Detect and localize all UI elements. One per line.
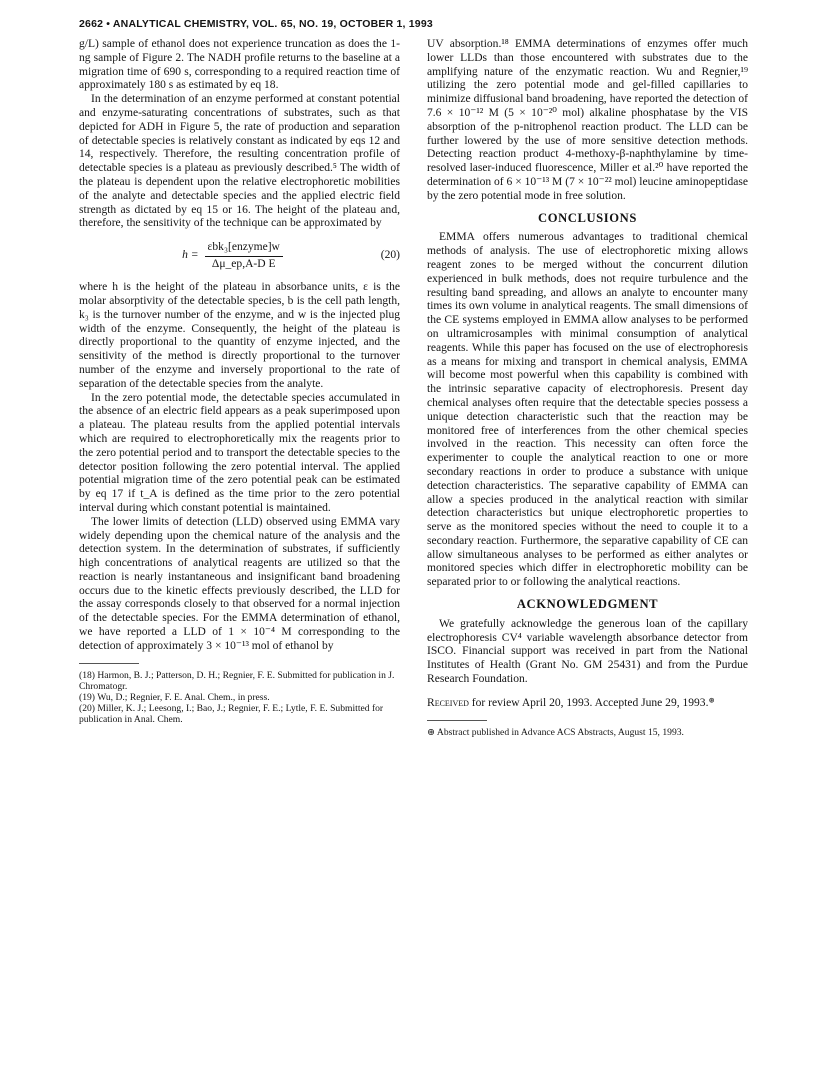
paragraph: where h is the height of the plateau in absorbance units, ε is the molar absorptivity of the detectable species, b is the cell path length, k₃ is the turnover number of the enzyme, and w is the injected plug width of the enzyme. Consequently, the height of the plateau is directly proportional to the quantity of enzyme injected, and the sensitivity of the method is directly proportional to the turnover number of the enzyme and inversely proportional to the rate of separation of the detectable species from the analyte. — [79, 281, 400, 390]
footnote: (18) Harmon, B. J.; Patterson, D. H.; Regnier, F. E. Submitted for publication in J. Chromatogr. — [79, 669, 395, 692]
paragraph: In the zero potential mode, the detectable species accumulated in the absence of an electric field appears as a peak superimposed upon a plateau. The plateau results from the applied potential intervals which are required to electrophoretically mix the reagents prior to the zero potential period and to transport the detectable species to the detector position following the zero potential interval. The applied potential migration time of the zero potential peak can be estimated by eq 17 if t_A is defined as the time prior to the zero potential interval during which constant potential is maintained. — [79, 391, 400, 514]
equation-denominator: Δμ_ep,A-D E — [211, 257, 276, 270]
received-label: Received — [427, 696, 469, 709]
received-note — [427, 697, 748, 711]
section-heading-acknowledgment: ACKNOWLEDGMENT — [516, 597, 659, 612]
footnote-rule — [79, 663, 139, 664]
received-text: for review April 20, 1993. Accepted June 29, 1993. — [468, 696, 709, 709]
footnote: (19) Wu, D.; Regnier, F. E. Anal. Chem., in press. — [79, 691, 270, 703]
equation-number: (20) — [380, 249, 400, 262]
footnotes — [79, 670, 400, 725]
equation-lhs: h = — [182, 249, 199, 262]
equation-numerator: εbk₃[enzyme]w — [205, 241, 283, 257]
running-head: 2662 • ANALYTICAL CHEMISTRY, VOL. 65, NO. 19, OCTOBER 1, 1993 — [79, 18, 433, 30]
paragraph: UV absorption.¹⁸ EMMA determinations of enzymes offer much lower LLDs than those encountered with substrates due to the amplifying nature of the enzymatic reaction. Wu and Regnier,¹⁹ utilizing the zero potential mode and gel-filled capillaries to minimize diffusional band broadening, have reported the detection of 7.6 × 10⁻¹² M (5 × 10⁻²⁰ mol) alkaline phosphatase by the VIS absorption of the p-nitrophenol reaction product. The LLD can be further lowered by the use of more sensitive detection methods. Detecting reaction product 4-methoxy-β-naphthylamine by time-resolved laser-induced fluorescence, Miller et al.²⁰ have reported the determination of 6 × 10⁻¹³ M (7 × 10⁻²² mol) leucine aminopeptidase by the zero potential mode in free solution. — [427, 38, 748, 202]
paragraph: EMMA offers numerous advantages to traditional chemical methods of analysis. The use of electrophoretic mixing allows reagent zones to be merged without the concurrent dilution experienced in bulk methods, does not require turbulence and the resulting band spreading, and allows an analyte to encounter many times its own volume in analytical reagents. The small dimensions of the CE systems employed in EMMA allow analyses to be performed on ultramicrosamples with minimal consumption of analytical reagents. While this paper has focused on the use of electrophoresis as a means for mixing and transport in chemical analysis, EMMA will become most powerful when this capability is combined with the intrinsic separative capacity of electrophoresis. Present day chemical analyses often require that the detectable species possess a unique detection characteristic such that the reaction may be monitored free of interferences from the other chemical species involved in the reaction. This necessity can often force the experimenter to couple the analytical reaction to one or more secondary reactions in order to produce a substance with unique detection characteristics. The separative capability of EMMA can allow a species produced in the analytical reaction with similar detection characteristics but unique electrophoretic properties to serve as the monitored species without the need to couple it to a secondary reaction. Furthermore, the separative capability of CE can allow simultaneous analyses to be performed as either analytes or monitored species which differ in electrophoretic mobility can be separated prior to or following the analytical reactions. — [427, 231, 748, 589]
paragraph: In the determination of an enzyme performed at constant potential and enzyme-saturating concentrations of substrates, such as that depicted for ADH in Figure 5, the rate of production and separation of detectable species is relatively constant as indicated by eqs 12 and 14, respectively. Therefore, the resulting concentration profile of detectable species is a plateau as previously described.⁵ The width of the plateau is dependent upon the relative electrophoretic mobilities of the analyte and detectable species and the applied electric field strength as dictated by eq 15 or 16. The height of the plateau and, therefore, the sensitivity of the technique can be approximated by — [79, 93, 400, 230]
footnote-rule — [427, 720, 487, 721]
abstract-note: ⊛ Abstract published in Advance ACS Abstracts, August 15, 1993. — [427, 726, 684, 738]
footnote: (20) Miller, K. J.; Leesong, I.; Bao, J.; Regnier, F. E.; Lytle, F. E. Submitted for publication in Anal. Chem. — [79, 702, 384, 725]
paragraph: The lower limits of detection (LLD) observed using EMMA vary widely depending upon the chemical nature of the analysis and the detection system. In the determination of substrates, if sufficiently high concentrations of analytical reagents are utilized so that the reaction is nearly instantaneous and insignificant band broadening occurs due to the kinetic effects previously described, the LLD for the assay corresponds closely to that observed for a normal injection of the detectable species. For the EMMA determination of ethanol, we have reported a LLD of 1 × 10⁻⁴ M corresponding to the detection of approximately 3 × 10⁻¹³ mol of ethanol by — [79, 515, 400, 652]
section-heading-conclusions: CONCLUSIONS — [538, 210, 637, 225]
equation-20 — [79, 239, 400, 273]
footnote-mark: ⊛ — [708, 695, 715, 705]
paragraph: g/L) sample of ethanol does not experience truncation as does the 1-ng sample of Figure 2. The NADH profile returns to the baseline at a migration time of 690 s, corresponding to a required reaction time of approximately 180 s as estimated by eq 18. — [79, 38, 400, 92]
equation-fraction — [205, 241, 283, 272]
left-column — [79, 38, 400, 725]
paragraph: We gratefully acknowledge the generous loan of the capillary electrophoresis CV⁴ variable wavelength absorbance detector from ISCO. Financial support was received in part from the National Institutes of Health (Grant No. GM 25431) and from the Purdue Research Foundation. — [427, 617, 748, 686]
right-column — [427, 38, 748, 738]
